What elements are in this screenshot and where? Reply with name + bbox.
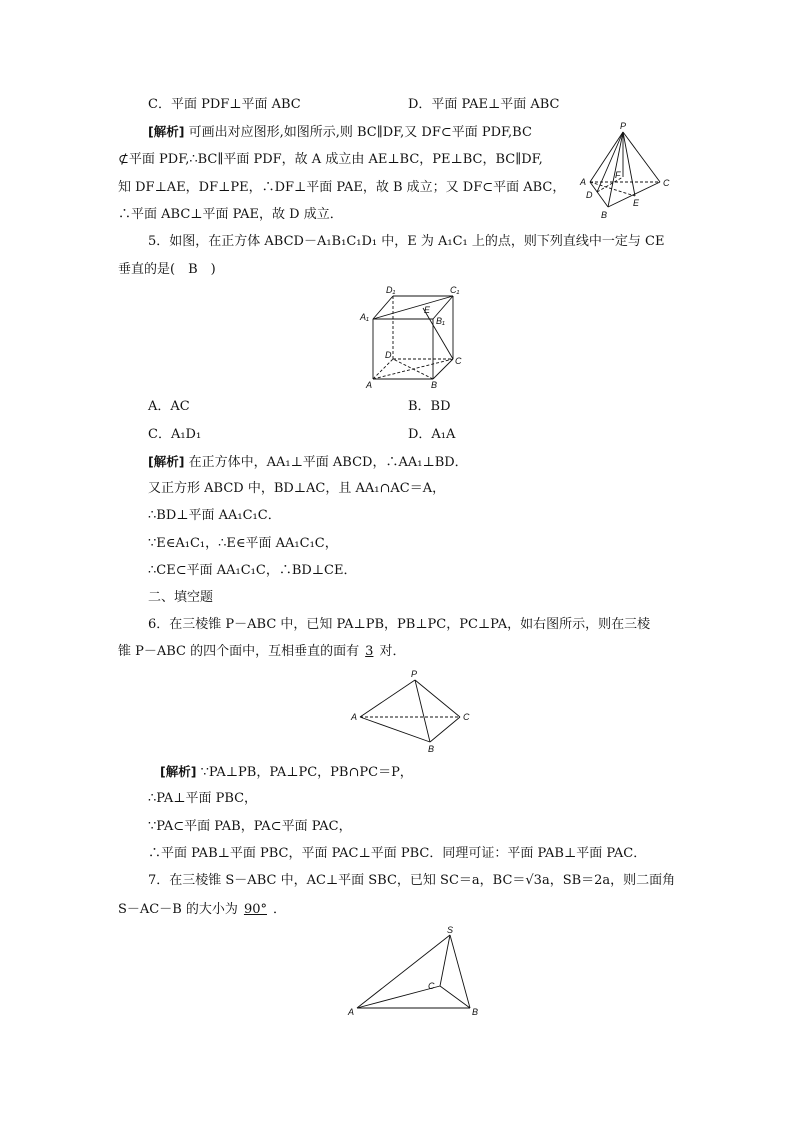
q4-analysis-line3: 知 DF⊥AE，DF⊥PE，∴DF⊥平面 PAE，故 B 成立；又 DF⊂平面 ABC， (118, 180, 566, 195)
label-b: B (472, 1007, 479, 1017)
label-p: P (411, 669, 418, 679)
label-c: C (455, 356, 462, 366)
edge-bc (433, 359, 453, 379)
q5-option-c: C．A₁D₁ (148, 427, 202, 442)
label-d: D (385, 350, 392, 360)
edge-bd (393, 359, 433, 379)
edge-pe (623, 132, 635, 196)
q5-cube-figure (358, 284, 468, 394)
analysis-tag: [解析] (160, 764, 197, 779)
label-b1: B₁ (436, 316, 445, 326)
edge-pc (415, 680, 460, 717)
label-p: P (620, 121, 627, 131)
label-e: E (424, 305, 431, 315)
q5-analysis-line1 (148, 454, 468, 471)
q5-analysis-line3: ∴BD⊥平面 AA₁C₁C． (148, 508, 281, 523)
q4-analysis-line2: ⊄平面 PDF,∴BC∥平面 PDF，故 A 成立由 AE⊥BC，PE⊥BC，BC∥DF, (118, 152, 543, 167)
q6-analysis-line3: ∵PA⊂平面 PAB，PA⊂平面 PAC， (148, 819, 352, 834)
label-a: A (580, 177, 587, 187)
analysis-text: ∵PA⊥PB，PA⊥PC，PB∩PC＝P， (200, 765, 413, 780)
label-a: A (351, 712, 358, 722)
label-a1: A₁ (360, 312, 369, 322)
edge-pc (623, 132, 660, 182)
label-c1: C₁ (450, 285, 460, 295)
q4-pyramid-figure (575, 122, 685, 222)
edge-sa (357, 935, 450, 1008)
edge-pb (415, 680, 430, 742)
q7-pyramid-figure (345, 925, 485, 1020)
q7-stem-line1: 7．在三棱锥 S－ABC 中，AC⊥平面 SBC，已知 SC＝a，BC＝√3a，SB＝2a，则二面角 (148, 873, 676, 888)
stem-text: 锥 P－ABC 的四个面中，互相垂直的面有 (118, 644, 360, 659)
analysis-tag: [解析] (148, 454, 185, 469)
q6-tetra-figure (348, 670, 478, 755)
q4-analysis-line4: ∴平面 ABC⊥平面 PAE，故 D 成立． (118, 207, 343, 222)
q4-analysis-line1 (148, 124, 532, 141)
q7-stem-line2 (118, 902, 286, 918)
edge-sb (450, 935, 470, 1008)
answer-blank: 3 (365, 644, 374, 659)
q5-option-d: D．A₁A (408, 427, 456, 442)
stem-text-end: 对． (379, 644, 406, 659)
edge-pd (597, 132, 623, 192)
q6-analysis-line4: ∴平面 PAB⊥平面 PBC，平面 PAC⊥平面 PBC．同理可证：平面 PAB⊥平面 PAC． (148, 846, 647, 861)
label-c: C (463, 712, 470, 722)
analysis-text: 在正方体中，AA₁⊥平面 ABCD，∴AA₁⊥BD． (188, 455, 468, 470)
edge-ab (590, 182, 608, 207)
q6-analysis-line2: ∴PA⊥平面 PBC， (148, 791, 258, 806)
label-f: F (615, 170, 621, 180)
edge-sc (440, 935, 450, 986)
stem-text: S－AC－B 的大小为 (118, 902, 238, 917)
label-b: B (601, 210, 608, 220)
q6-stem-line2 (118, 644, 405, 660)
stem-text-end: ． (272, 902, 286, 917)
answer-blank: 90° (243, 902, 267, 917)
label-c: C (428, 981, 435, 991)
label-c: C (663, 178, 670, 188)
analysis-text: 可画出对应图形,如图所示,则 BC∥DF,又 DF⊂平面 PDF,BC (188, 125, 532, 140)
q4-option-d: D．平面 PAE⊥平面 ABC (408, 97, 560, 112)
q5-stem-line1: 5．如图，在正方体 ABCD－A₁B₁C₁D₁ 中，E 为 A₁C₁ 上的点，则下列直线中一定与 CE (148, 234, 665, 249)
edge-ad (373, 359, 393, 379)
label-e: E (633, 198, 640, 208)
label-a: A (366, 380, 373, 390)
label-b: B (431, 380, 438, 390)
q5-analysis-line4: ∵E∈A₁C₁，∴E∈平面 AA₁C₁C， (148, 536, 338, 551)
section-heading: 二、填空题 (148, 590, 214, 605)
label-a: A (348, 1007, 355, 1017)
q4-option-c: C．平面 PDF⊥平面 ABC (148, 97, 301, 112)
label-d: D (586, 190, 593, 200)
edge-cb (440, 986, 470, 1008)
q5-option-a: A．AC (148, 399, 190, 414)
q5-analysis-line2: 又正方形 ABCD 中，BD⊥AC，且 AA₁∩AC＝A， (148, 481, 446, 496)
q6-analysis-line1 (160, 764, 413, 781)
label-s: S (447, 925, 454, 935)
edge-a1d1 (373, 296, 393, 319)
edge-pa (360, 680, 415, 717)
q6-stem-line1: 6．在三棱锥 P－ABC 中，已知 PA⊥PB，PB⊥PC，PC⊥PA，如右图所示，则在三棱 (148, 617, 651, 632)
analysis-tag: [解析] (148, 124, 185, 139)
q5-option-b: B．BD (408, 399, 451, 414)
q5-analysis-line5: ∴CE⊂平面 AA₁C₁C，∴BD⊥CE． (148, 563, 357, 578)
edge-bc (430, 717, 460, 742)
edge-ab (360, 717, 430, 742)
label-b: B (428, 744, 435, 754)
q5-stem-line2: 垂直的是( B ) (118, 262, 216, 277)
label-d1: D₁ (386, 285, 396, 295)
